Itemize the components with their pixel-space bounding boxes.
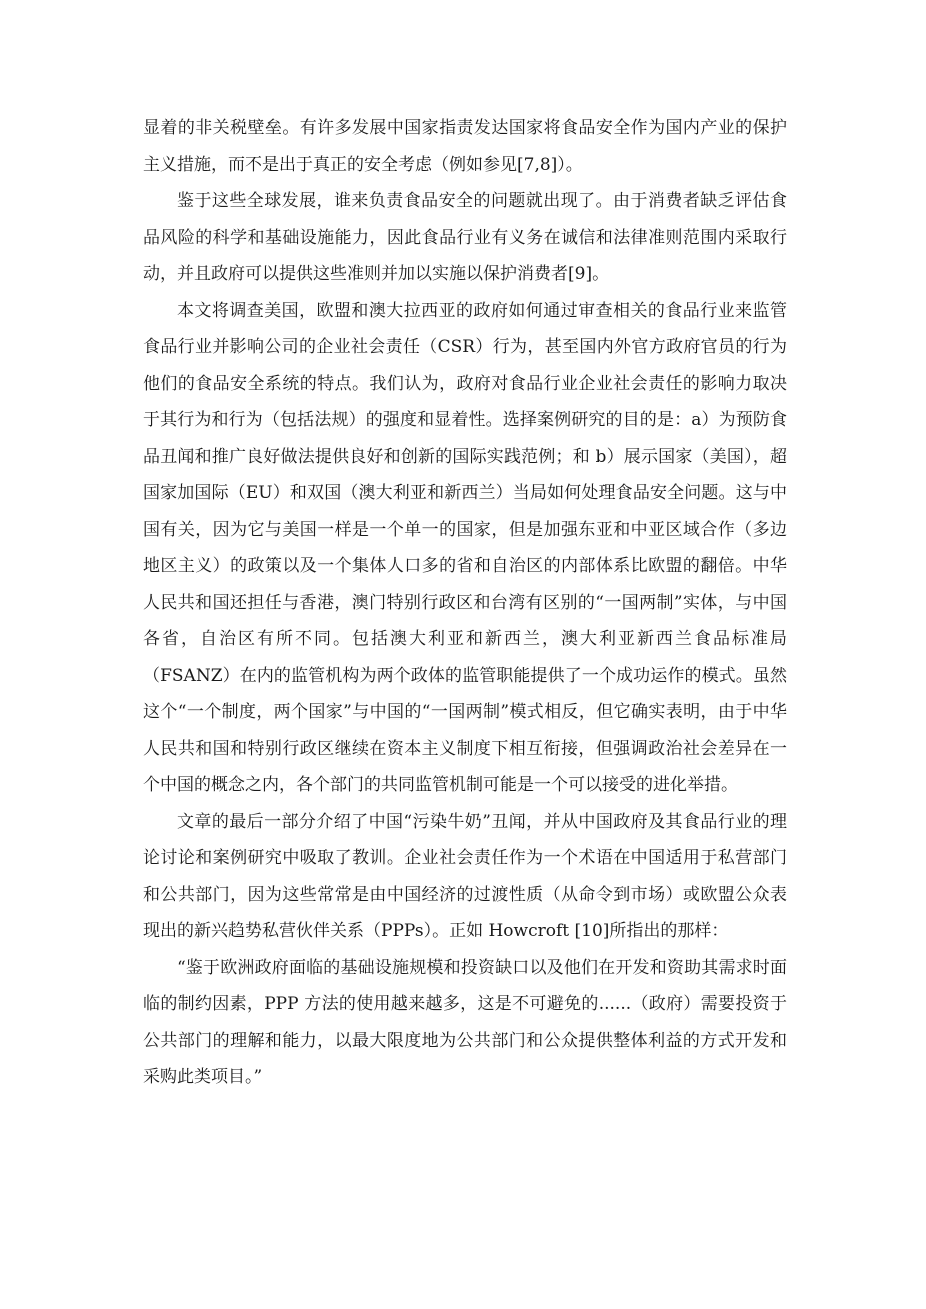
document-body: [143, 110, 787, 1096]
block-quote: “鉴于欧洲政府面临的基础设施规模和投资缺口以及他们在开发和资助其需求时面临的制约因素，PPP 方法的使用越来越多，这是不可避免的......（政府）需要投资于公共部门的理解和能力，以最大限度地为公共部门和公众提供整体利益的方式开发和采购此类项目。”: [143, 957, 787, 1087]
paragraph-4: 文章的最后一部分介绍了中国“污染牛奶”丑闻，并从中国政府及其食品行业的理论讨论和案例研究中吸取了教训。企业社会责任作为一个术语在中国适用于私营部门和公共部门，因为这些常常是由中国经济的过渡性质（从命令到市场）或欧盟公众表现出的新兴趋势私营伙伴关系（PPPs）。正如 Howcroft [10]所指出的那样：: [143, 811, 787, 941]
paragraph-2: 鉴于这些全球发展，谁来负责食品安全的问题就出现了。由于消费者缺乏评估食品风险的科学和基础设施能力，因此食品行业有义务在诚信和法律准则范围内采取行动，并且政府可以提供这些准则并加以实施以保护消费者[9]。: [143, 191, 787, 284]
paragraph-3: 本文将调查美国，欧盟和澳大拉西亚的政府如何通过审查相关的食品行业来监管食品行业并影响公司的企业社会责任（CSR）行为，甚至国内外官方政府官员的行为他们的食品安全系统的特点。我们认为，政府对食品行业企业社会责任的影响力取决于其行为和行为（包括法规）的强度和显着性。选择案例研究的目的是：a）为预防食品丑闻和推广良好做法提供良好和创新的国际实践范例；和 b）展示国家（美国），超国家加国际（EU）和双国（澳大利亚和新西兰）当局如何处理食品安全问题。这与中国有关，因为它与美国一样是一个单一的国家，但是加强东亚和中亚区域合作（多边地区主义）的政策以及一个集体人口多的省和自治区的内部体系比欧盟的翻倍。中华人民共和国还担任与香港，澳门特别行政区和台湾有区别的“一国两制”实体，与中国各省，自治区有所不同。包括澳大利亚和新西兰，澳大利亚新西兰食品标准局（FSANZ）在内的监管机构为两个政体的监管职能提供了一个成功运作的模式。虽然这个“一个制度，两个国家”与中国的“一国两制”模式相反，但它确实表明，由于中华人民共和国和特别行政区继续在资本主义制度下相互衔接，但强调政治社会差异在一个中国的概念之内，各个部门的共同监管机制可能是一个可以接受的进化举措。: [143, 300, 787, 795]
paragraph-1: 显着的非关税壁垒。有许多发展中国家指责发达国家将食品安全作为国内产业的保护主义措施，而不是出于真正的安全考虑（例如参见[7,8]）。: [143, 118, 787, 175]
